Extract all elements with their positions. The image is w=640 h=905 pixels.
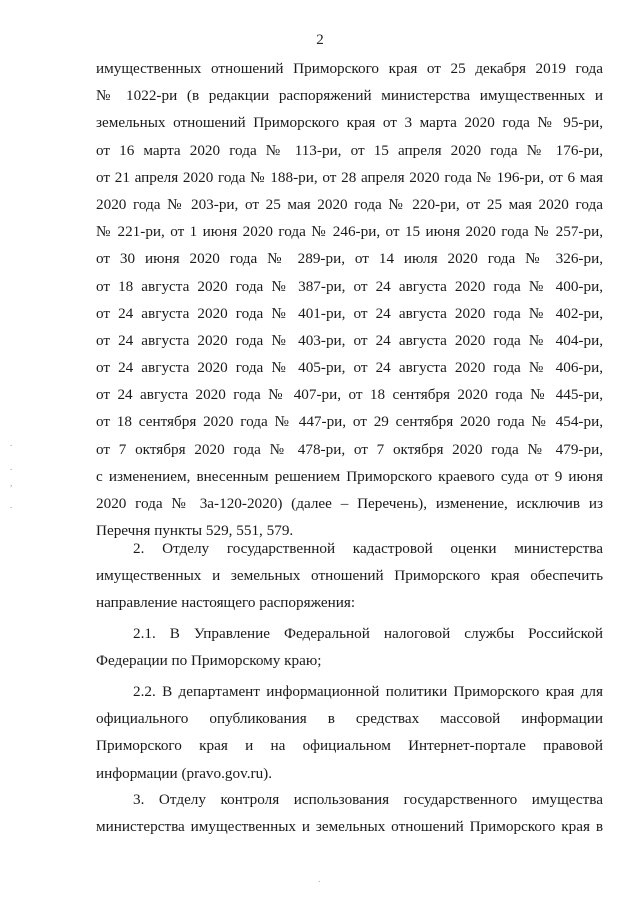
text-line: от 18 сентября 2020 года № 447-ри, от 29 сентября 2020 года № 454-ри, [96, 413, 603, 431]
text-line: Федерации по Приморскому краю; [96, 652, 322, 670]
text-line: министерства имущественных и земельных отношений Приморского края в [96, 818, 603, 836]
text-line: от 24 августа 2020 года № 403-ри, от 24 августа 2020 года № 404-ри, [96, 331, 603, 349]
text-line: 2.2. В департамент информационной политики Приморского края для [133, 683, 603, 700]
paragraph-list-continuation [96, 55, 603, 544]
text-line: направление настоящего распоряжения: [96, 594, 356, 612]
text-line: от 24 августа 2020 года № 401-ри, от 24 августа 2020 года № 402-ри, [96, 304, 603, 322]
paragraph-2-2 [96, 678, 603, 787]
text-line: от 24 августа 2020 года № 405-ри, от 24 августа 2020 года № 406-ри, [96, 359, 603, 377]
page-number: 2 [316, 32, 324, 48]
text-line: от 7 октября 2020 года № 478-ри, от 7 октября 2020 года № 479-ри, [96, 440, 603, 458]
text-line: информации (pravo.gov.ru). [96, 764, 273, 782]
paragraph-3 [96, 786, 603, 840]
document-page: 2 имущественных отношений Приморского края от 25 декабря 2019 года № 1022-ри (в редакции распоряжений министерства имущественных и земельных отношений Приморского края от 3 марта 2020 года № 95-ри, от 16 марта 2020 года № 113-ри, от 15 апреля 2020 года № 176-ри, от 21 апреля 2020 года № 188-ри, от 28 апреля 2020 года № 196-ри, от 6 мая 2020 года № 203-ри, от 25 мая 2020 года № 220-ри, от 25 мая 2020 года № 221-ри, от 1 июня 2020 года № 246-ри, от 15 июня 2020 года № 257-ри, от 30 июня 2020 года № 289-ри, от 14 июля 2020 года № 326-ри, от 18 августа 2020 года № 387-ри, от 24 августа 2020 года № 400-ри, от 24 августа 2020 года № 401-ри, от 24 августа 2020 года № 402-ри, от 24 августа 2020 года № 403-ри, от 24 августа 2020 года № 404-ри, от 24 августа 2020 года № 405-ри, от 24 августа 2020 года № 406-ри, от 24 августа 2020 года № 407-ри, от 18 сентября 2020 года № 445-ри, от 18 сентября 2020 года № 447-ри, от 29 сентября 2020 года № 454-ри, от 7 октября 2020 года № 478-ри, от 7 октября 2020 года № 479-ри, с изменением, внесенным решением Приморского краевого суда от 9 июня 2020 года № 3а-120-2020) (далее – Перечень), изменение, исключив из Перечня пункты 529, 551, 579. 2. Отделу государственной кадастровой оценки министерства имущественных и земельных отношений Приморского края обеспечить направление настоящего распоряжения: 2.1. В Управление Федеральной налоговой службы Российской Федерации по Приморскому краю; 2.2. В департамент информационной политики Приморского края для официального опубликования в средствах массовой информации Приморского края и на официальном Интернет-портале правовой информации (pravo.gov.ru). 3. Отделу контроля использования государственного имущества министерства имущественных и земельных отношений Приморского края в . . , . . [0, 0, 640, 905]
text-line: 3. Отделу контроля использования государственного имущества [133, 791, 603, 808]
text-line: с изменением, внесенным решением Приморского краевого суда от 9 июня [96, 467, 603, 485]
text-line: 2.1. В Управление Федеральной налоговой службы Российской [133, 625, 603, 642]
text-line: имущественных отношений Приморского края от 25 декабря 2019 года [96, 60, 603, 77]
scan-artifact-dot: . [318, 874, 321, 884]
text-line: № 1022-ри (в редакции распоряжений министерства имущественных и [96, 87, 603, 105]
text-line: 2. Отделу государственной кадастровой оценки министерства [133, 540, 603, 557]
text-line: № 221-ри, от 1 июня 2020 года № 246-ри, от 15 июня 2020 года № 257-ри, [96, 223, 603, 241]
text-line: 2020 года № 203-ри, от 25 мая 2020 года № 220-ри, от 25 мая 2020 года [96, 195, 603, 213]
paragraph-2-1 [96, 620, 603, 674]
text-line: имущественных и земельных отношений Приморского края обеспечить [96, 567, 603, 585]
text-line: от 24 августа 2020 года № 407-ри, от 18 сентября 2020 года № 445-ри, [96, 386, 603, 404]
text-line: от 16 марта 2020 года № 113-ри, от 15 апреля 2020 года № 176-ри, [96, 141, 603, 159]
text-line: от 21 апреля 2020 года № 188-ри, от 28 апреля 2020 года № 196-ри, от 6 мая [96, 168, 603, 186]
text-line: от 18 августа 2020 года № 387-ри, от 24 августа 2020 года № 400-ри, [96, 277, 603, 295]
text-line: Приморского края и на официальном Интернет-портале правовой [96, 737, 603, 755]
text-line: земельных отношений Приморского края от 3 марта 2020 года № 95-ри, [96, 114, 603, 132]
text-line: от 30 июня 2020 года № 289-ри, от 14 июля 2020 года № 326-ри, [96, 250, 603, 268]
text-line: официального опубликования в средствах массовой информации [96, 710, 603, 728]
text-line: Перечня пункты 529, 551, 579. [96, 522, 294, 540]
paragraph-2 [96, 535, 603, 617]
text-line: 2020 года № 3а-120-2020) (далее – Перечень), изменение, исключив из [96, 495, 603, 512]
